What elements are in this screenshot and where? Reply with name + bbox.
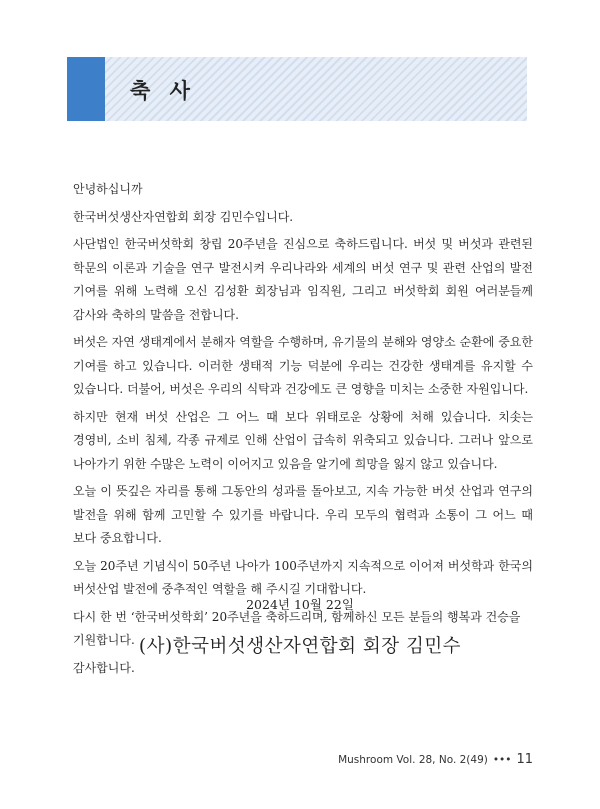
paragraph-congratulations: 사단법인 한국버섯학회 창립 20주년을 진심으로 축하드립니다. 버섯 및 버섯과 관련된 학문의 이론과 기술을 연구 발전시켜 우리나라와 세계의 버섯 연구 및 관련 산업의 발전 기여를 위해 노력해 오신 김성환 회장님과 임직원, 그리고 버섯학회 회원 여러분들께 감사와 축하의 말씀을 전합니다. (73, 237, 533, 322)
letter-date: 2024년 10월 22일 (246, 597, 354, 612)
paragraph-industry: 하지만 현재 버섯 산업은 그 어느 때 보다 위태로운 상황에 처해 있습니다. 치솟는 경영비, 소비 침체, 각종 규제로 인해 산업이 급속히 위축되고 있습니다. 그러나 앞으로 나아가기 위한 수많은 노력이 이어지고 있음을 알기에 희망을 잃지 않고 있습니다. (73, 409, 533, 471)
page-number: 11 (516, 752, 533, 767)
paragraph-closing-wish: 다시 한 번 ‘한국버섯학회’ 20주년을 축하드리며, 함께하신 모든 분들의 행복과 건승을 기원합니다. (73, 609, 521, 647)
paragraph-expectation: 오늘 20주년 기념식이 50주년 나아가 100주년까지 지속적으로 이어져 버섯학과 한국의 버섯산업 발전에 중추적인 역할을 해 주시길 기대합니다. (73, 558, 533, 596)
paragraph-ecology: 버섯은 자연 생태계에서 분해자 역할을 수행하며, 유기물의 분해와 영양소 순환에 중요한 기여를 하고 있습니다. 이러한 생태적 기능 덕분에 우리는 건강한 생태계를 유지할 수 있습니다. 더불어, 버섯은 우리의 식탁과 건강에도 큰 영향을 미치는 소중한 자원입니다. (73, 335, 533, 396)
introduction: 한국버섯생산자연합회 회장 김민수입니다. (73, 209, 294, 224)
header-band (67, 57, 527, 121)
paragraph-thanks: 감사합니다. (73, 660, 135, 675)
footer-dots: ••• (492, 754, 512, 766)
greeting: 안녕하십니까 (73, 182, 143, 196)
page-title: 축 사 (130, 79, 196, 103)
journal-citation: Mushroom Vol. 28, No. 2(49) (338, 754, 488, 766)
header-stripes (105, 57, 527, 121)
header-accent-bar (67, 57, 105, 121)
page-footer (338, 752, 533, 767)
paragraph-cooperation: 오늘 이 뜻깊은 자리를 통해 그동안의 성과를 돌아보고, 지속 가능한 버섯 산업과 연구의 발전을 위해 함께 고민할 수 있기를 바랍니다. 우리 모두의 협력과 소통이 그 어느 때 보다 중요합니다. (73, 484, 533, 545)
signature: (사)한국버섯생산자연합회 회장 김민수 (138, 636, 462, 657)
